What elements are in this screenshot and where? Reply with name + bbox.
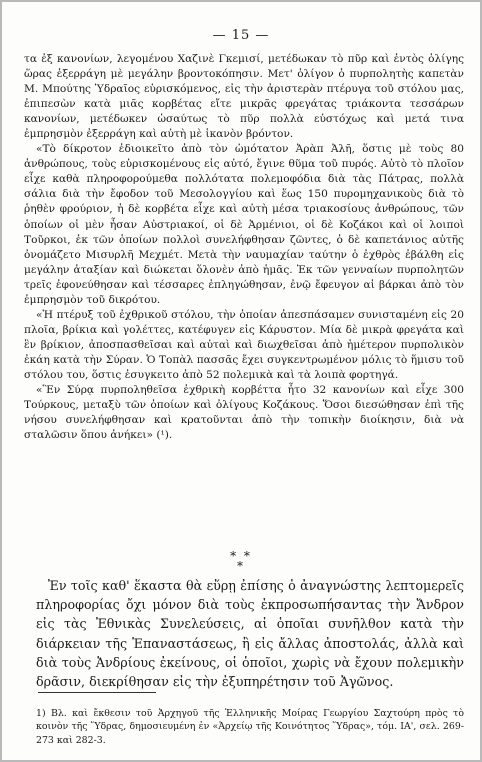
paragraph-2: «Τὸ δίκροτον ἐδιοικεῖτο ἀπὸ τὸν ὠμότατον Ἀρὰπ Ἀλῆ, ὅστις μὲ τοὺς 80 ἀνθρώπους, τοὺς εὑρισκομένους εἰς αὐτό, ἔγινε θῦμα τοῦ πυρός. Αὐτὸ τὸ πλοῖον εἶχε καθὰ πληροφορούμεθα πολλότατα πολεμοφόδια διὰ τὰς Πάτρας, πολλὰ σάλια διὰ τὴν ἔφοδον τοῦ Μεσολογγίου καὶ ἕως 150 πυρομηχανικοὺς διὰ τὸ ῥηθὲν φρούριον, ἡ δὲ κορβέτα εἶχε καὶ αὐτὴ μέσα τριακοσίους ἀνθρώπους, τῶν ὁποίων οἱ μὲν ἦσαν Αὐστριακοί, οἱ δὲ Ἀρμένιοι, οἱ δὲ Κοζάκοι καὶ οἱ λοιποὶ Τοῦρκοι, ἐκ τῶν ὁποίων πολλοὶ συνελήφθησαν ζῶντες, ὁ δὲ καπετάνιος αὐτῆς ὀνομάζετο Μισυρλῆ Μεχμέτ. Μετὰ τὴν ναυμαχίαν ταύτην ὁ ἐχθρὸς ἐβάλθη εἰς μεγάλην ἀταξίαν καὶ διώκεται ὅλονὲν ἀπὸ ἡμᾶς. Ἐκ τῶν γενναίων πυρπολητῶν τρεῖς ἐφονεύθησαν καὶ τέσσαρες ἐπληγώθησαν, ἐνῷ ἔφευγον αἱ βάρκαι ἀπὸ τὸν ἐμπρησμὸν τοῦ δικρότου.	[24, 143, 464, 306]
paragraph-4: «Ἓν Σύρᾳ πυρποληθεῖσα ἐχθρικὴ κορβέττα ἦτο 32 κανονίων καὶ εἶχε 300 Τούρκους, μεταξὺ τῶν ὁποίων καὶ ὀλίγους Κοζάκους. Ὅσοι διεσώθησαν ἐπὶ τῆς νήσου συνελήφθησαν καὶ κρατοῦνται ἀπὸ τὴν τοπικὴν διοίκησιν, διὰ νὰ σταλῶσιν ὅπου ἀνήκει» (¹).	[24, 384, 464, 442]
main-text	[24, 52, 464, 443]
footnote-divider	[38, 692, 156, 693]
page-number: — 15 —	[212, 28, 270, 43]
section-separator: * * *	[230, 549, 252, 573]
paragraph-1: τα ἐξ κανονίων, λεγομένου Χαζινὲ Γκεμισί, μετέδωκαν τὸ πῦρ καὶ ἐντὸς ὀλίγης ὥρας ἐξερράγη μὲ μεγάλην βροντοκόπησιν. Μετ' ὀλίγον ὁ πυρπολητὴς καπετὰν Μ. Μπούτης Ὑδραῖος εὑρισκόμενος, εἰς τὴν ἀριστερὰν πτέρυγα τοῦ στόλου μας, ἐπιπεσὼν κατὰ μιᾶς κορβέτας εἴτε μικρᾶς φρεγάτας τριάκοντα τεσσάρων κανονίων, μετέδωκεν ὡσαύτως τὸ πῦρ πολλὰ εὐστόχως καὶ μετά τινα ἐμπρησμὸν ἐξερράγη καὶ αὐτὴ μὲ ἱκανὸν βρόντον.	[24, 53, 464, 141]
paragraph-3: «Ἡ πτέρυξ τοῦ ἐχθρικοῦ στόλου, τὴν ὁποίαν ἀπεσπάσαμεν συνισταμένη εἰς 20 πλοῖα, βρίκια καὶ γολέττες, κατέφυγεν εἰς Κάρυστον. Μία δὲ μικρὰ φρεγάτα καὶ ἓν βρίκιον, ἀποσπασθεῖσαι καὶ αὐταὶ καὶ διωχθεῖσαι ἀπὸ ἡμέτερον πυρπολικὸν ἐκάη κατὰ τὴν Σύραν. Ὁ Τοπὰλ πασσᾶς ἔχει συγκεντρωμένον μόλις τὸ ἥμισυ τοῦ στόλου του, ὅστις ἐσυγκειτο ἀπὸ 52 πολεμικὰ καὶ τὰ λοιπὰ φορτηγά.	[24, 308, 464, 381]
closing-paragraph: Ἐν τοῖς καθ' ἕκαστα θὰ εὕρῃ ἐπίσης ὁ ἀναγνώστης λεπτομερεῖς πληροφορίας ὄχι μόνον διὰ τοὺς ἐκπροσωπήσαντας τὴν Ἄνδρον εἰς τὰς Ἐθνικὰς Συνελεύσεις, αἱ ὁποῖαι συνῆλθον κατὰ τὴν διάρκειαν τῆς Ἐπαναστάσεως, ἢ εἰς ἄλλας ἀποστολάς, ἀλλὰ καὶ διὰ τοὺς Ἀνδρίους ἐκείνους, οἱ ὁποῖοι, χωρὶς νὰ ἔχουν πολεμικὴν δρᾶσιν, διεκρίθησαν εἰς τὴν ἐξυπηρέτησιν τοῦ Ἀγῶνος.	[36, 578, 464, 690]
footnote: 1) Βλ. καὶ ἔκθεσιν τοῦ Ἀρχηγοῦ τῆς Ἑλληνικῆς Μοίρας Γεωργίου Σαχτούρη πρὸς τὸ κοινὸν τῆς Ὕδρας, δημοσιευμένη ἐν «Ἀρχείῳ τῆς Κοινότητος Ὕδρας», τόμ. ΙΑ', σελ. 269-273 καὶ 282-3.	[36, 708, 464, 746]
